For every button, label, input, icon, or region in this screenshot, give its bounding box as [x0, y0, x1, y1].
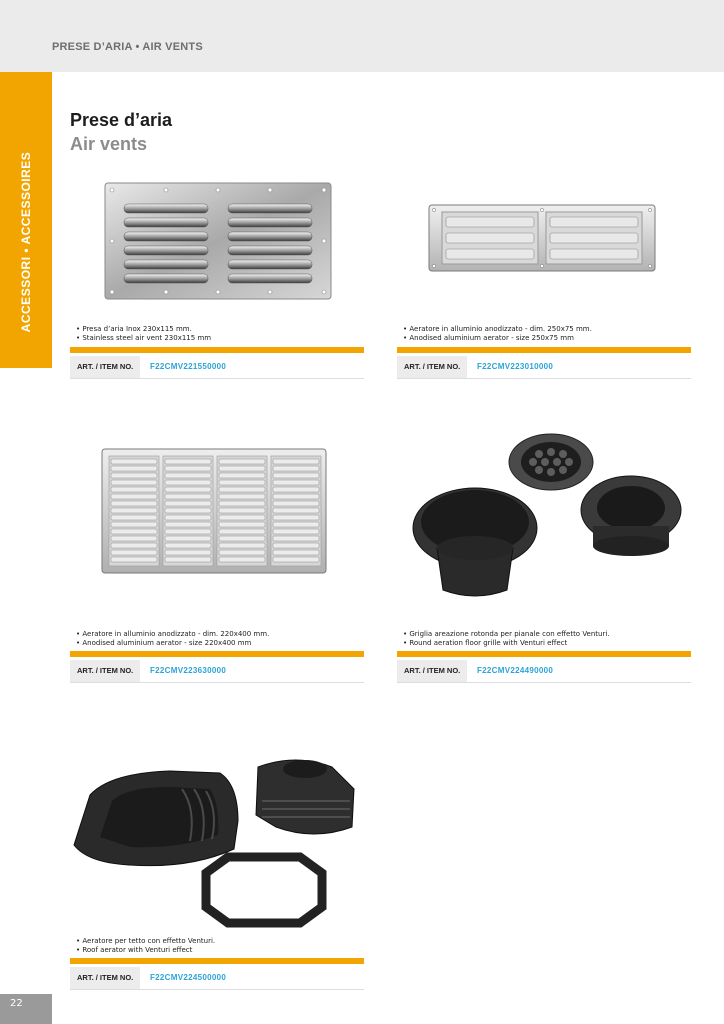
accent-bar — [397, 651, 691, 657]
item-number-row — [397, 660, 691, 683]
louver-slat — [219, 550, 265, 555]
louver-slat — [165, 557, 211, 562]
breadcrumb: PRESE D’ARIA • AIR VENTS — [52, 41, 203, 53]
louver-slat — [165, 522, 211, 527]
louver-slat — [273, 557, 319, 562]
item-number-row — [70, 660, 364, 683]
louver-slat — [273, 550, 319, 555]
louver-slat — [273, 487, 319, 492]
louver-slat — [219, 487, 265, 492]
product-card — [70, 740, 364, 1000]
louver-slat — [165, 473, 211, 478]
item-number-label: ART. / ITEM NO. — [70, 967, 140, 989]
louver-slat — [111, 480, 157, 485]
louver-slat — [165, 487, 211, 492]
louver-slat — [165, 536, 211, 541]
louver-slat — [165, 494, 211, 499]
louver-slat — [111, 501, 157, 506]
louver-slat — [111, 515, 157, 520]
louver-slat — [165, 501, 211, 506]
item-code[interactable]: F22CMV224500000 — [150, 973, 227, 982]
description-line-english: • Anodised aluminium aerator - size 220x400 mm — [76, 639, 252, 647]
product-card — [70, 180, 364, 380]
description-line-italian: • Griglia areazione rotonda per pianale con effetto Venturi. — [403, 630, 610, 638]
louver-slat — [111, 508, 157, 513]
product-card — [397, 180, 691, 380]
louver-slat — [165, 529, 211, 534]
product-description — [403, 630, 610, 648]
louver-slat — [111, 557, 157, 562]
louver-slat — [165, 508, 211, 513]
description-line-italian: • Aeratore in alluminio anodizzato - dim. 250x75 mm. — [403, 325, 592, 333]
accent-bar — [70, 347, 364, 353]
description-line-italian: • Aeratore in alluminio anodizzato - dim. 220x400 mm. — [76, 630, 270, 638]
aluminium-aerator-image — [428, 204, 656, 274]
louver-slat — [219, 480, 265, 485]
louver-slat — [165, 480, 211, 485]
louver-slat — [273, 466, 319, 471]
louver-slat — [273, 459, 319, 464]
description-line-english: • Anodised aluminium aerator - size 250x75 mm — [403, 334, 574, 342]
item-code[interactable]: F22CMV223630000 — [150, 666, 227, 675]
item-number-row — [70, 967, 364, 990]
louver-slat — [111, 494, 157, 499]
louver-slat — [111, 529, 157, 534]
item-number-row — [70, 356, 364, 379]
louver-slat — [111, 473, 157, 478]
accent-bar — [397, 347, 691, 353]
louver-slat — [165, 459, 211, 464]
section-tab-label: ACCESSORI • ACCESSOIRES — [19, 151, 33, 333]
item-code[interactable]: F22CMV221550000 — [150, 362, 227, 371]
louver-slat — [165, 515, 211, 520]
description-line-italian: • Presa d’aria Inox 230x115 mm. — [76, 325, 192, 333]
louver-slat — [111, 466, 157, 471]
item-number-label: ART. / ITEM NO. — [70, 660, 140, 682]
louver-slat — [273, 529, 319, 534]
louver-slat — [165, 466, 211, 471]
louver-slat — [111, 459, 157, 464]
louver-slat — [219, 543, 265, 548]
accent-bar — [70, 958, 364, 964]
louver-slat — [219, 494, 265, 499]
product-card — [70, 440, 364, 690]
louver-slat — [219, 522, 265, 527]
louver-slat — [219, 501, 265, 506]
section-tab — [0, 72, 52, 368]
louver-slat — [219, 466, 265, 471]
description-line-english: • Round aeration floor grille with Venturi effect — [403, 639, 568, 647]
product-description — [76, 937, 215, 955]
stainless-vent-image — [104, 182, 332, 302]
louver-slat — [111, 550, 157, 555]
page-title-italian: Prese d’aria — [70, 110, 173, 130]
louver-slat — [273, 473, 319, 478]
louver-slat — [219, 473, 265, 478]
louver-slat — [273, 543, 319, 548]
round-floor-grille-image — [407, 430, 687, 605]
louver-slat — [273, 494, 319, 499]
louver-slat — [273, 480, 319, 485]
description-line-italian: • Aeratore per tetto con effetto Venturi. — [76, 937, 216, 945]
louver-slat — [111, 487, 157, 492]
roof-aerator-image — [70, 745, 366, 930]
louver-slat — [111, 522, 157, 527]
product-description — [76, 630, 269, 648]
louver-slat — [219, 536, 265, 541]
louver-slat — [165, 543, 211, 548]
louver-slat — [273, 508, 319, 513]
page-title-english: Air vents — [70, 134, 148, 154]
louver-slat — [219, 508, 265, 513]
item-code[interactable]: F22CMV224490000 — [477, 666, 554, 675]
louver-slat — [219, 557, 265, 562]
accent-bar — [70, 651, 364, 657]
item-number-label: ART. / ITEM NO. — [70, 356, 140, 378]
item-code[interactable]: F22CMV223010000 — [477, 362, 554, 371]
header-band — [0, 0, 724, 72]
description-line-english: • Roof aerator with Venturi effect — [76, 946, 193, 954]
product-description — [403, 325, 592, 343]
item-number-row — [397, 356, 691, 379]
item-number-label: ART. / ITEM NO. — [397, 356, 467, 378]
page-number: 22 — [0, 994, 52, 1024]
louver-slat — [273, 536, 319, 541]
louver-slat — [111, 543, 157, 548]
louver-slat — [111, 536, 157, 541]
item-number-label: ART. / ITEM NO. — [397, 660, 467, 682]
product-card — [397, 425, 691, 690]
louver-slat — [219, 515, 265, 520]
louver-slat — [219, 529, 265, 534]
louver-slat — [165, 550, 211, 555]
louver-slat — [219, 459, 265, 464]
product-description — [76, 325, 211, 343]
large-aluminium-aerator-image — [101, 448, 327, 576]
louver-slat — [273, 522, 319, 527]
description-line-english: • Stainless steel air vent 230x115 mm — [76, 334, 212, 342]
louver-slat — [273, 501, 319, 506]
louver-slat — [273, 515, 319, 520]
